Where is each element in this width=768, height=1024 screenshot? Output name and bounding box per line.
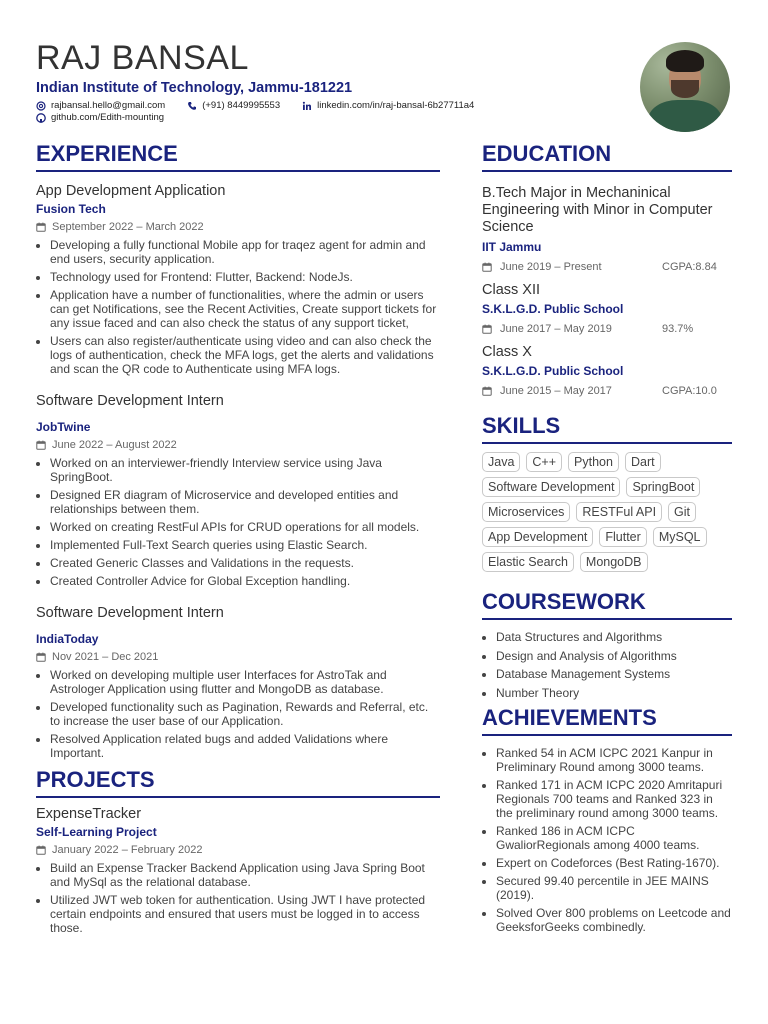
projects-heading: PROJECTS (36, 766, 440, 798)
skill-tag: Git (668, 502, 696, 522)
calendar-icon (36, 440, 46, 450)
calendar-icon (482, 386, 492, 396)
github-text: github.com/Edith-mounting (51, 112, 165, 123)
entry-org: Fusion Tech (36, 202, 106, 216)
entry-org: JobTwine (36, 420, 91, 434)
linkedin-text: linkedin.com/in/raj-bansal-6b27711a4 (317, 100, 475, 111)
score: CGPA:10.0 (662, 385, 717, 397)
education-entry (482, 282, 732, 336)
experience-entry (36, 183, 440, 376)
entry-org: Self-Learning Project (36, 825, 157, 839)
entry-date (482, 260, 732, 274)
calendar-icon (36, 845, 46, 855)
skills-heading: SKILLS (482, 412, 732, 444)
list-item: • Number Theory (496, 686, 732, 700)
entry-date-text: September 2022 – March 2022 (52, 221, 204, 233)
degree-title: B.Tech Major in Mechaninical Engineering with Minor in Computer Science (482, 185, 713, 235)
entry-date (36, 843, 440, 857)
profile-photo (640, 42, 730, 132)
experience-heading: EXPERIENCE (36, 140, 440, 172)
institute-line: Indian Institute of Technology, Jammu-181221 (36, 80, 353, 96)
list-item: • Utilized JWT web token for authentication. Using JWT I have protected certain endpoints and ensured that users must be logged in to access those. (50, 893, 440, 935)
linkedin-icon (302, 101, 312, 111)
skill-tag: Dart (625, 452, 661, 472)
list-item: • Implemented Full-Text Search queries using Elastic Search. (50, 538, 440, 552)
calendar-icon (36, 652, 46, 662)
skill-tag: Software Development (482, 477, 620, 497)
list-item: • Created Generic Classes and Validations in the requests. (50, 556, 440, 570)
list-item: • Worked on creating RestFul APIs for CRUD operations for all models. (50, 520, 440, 534)
entry-bullets (36, 861, 440, 935)
entry-bullets (36, 456, 440, 588)
list-item: • Ranked 186 in ACM ICPC GwaliorRegionals among 4000 teams. (496, 824, 732, 852)
skill-tag: App Development (482, 527, 593, 547)
school-name: S.K.L.G.D. Public School (482, 302, 624, 316)
skill-tag: Microservices (482, 502, 570, 522)
right-column (482, 140, 732, 938)
coursework-heading: COURSEWORK (482, 588, 732, 620)
entry-date (482, 322, 732, 336)
entry-title: App Development Application (36, 183, 226, 199)
list-item: • Ranked 54 in ACM ICPC 2021 Kanpur in Preliminary Round among 3000 teams. (496, 746, 732, 774)
entry-bullets (36, 238, 440, 376)
entry-date-text: June 2022 – August 2022 (52, 439, 177, 451)
phone-icon (187, 101, 197, 111)
entry-date-text: June 2017 – May 2019 (500, 323, 612, 335)
list-item: • Developed functionality such as Pagination, Rewards and Referral, etc. to increase the user base of our Application. (50, 700, 440, 728)
score: CGPA:8.84 (662, 261, 717, 273)
entry-title: Software Development Intern (36, 605, 224, 621)
experience-entry (36, 393, 440, 588)
list-item: • Created Controller Advice for Global Exception handling. (50, 574, 440, 588)
list-item: • Worked on developing multiple user Interfaces for AstroTak and Astrologer Application using flutter and MongoDB as database. (50, 668, 440, 696)
skill-tag: MongoDB (580, 552, 648, 572)
candidate-name: RAJ BANSAL (36, 39, 249, 77)
list-item: • Design and Analysis of Algorithms (496, 649, 732, 663)
project-entry (36, 806, 440, 935)
skill-tag: Java (482, 452, 520, 472)
skill-tag: Flutter (599, 527, 646, 547)
email-link[interactable] (36, 100, 165, 112)
calendar-icon (36, 222, 46, 232)
list-item: • Secured 99.40 percentile in JEE MAINS (2019). (496, 874, 732, 902)
education-heading: EDUCATION (482, 140, 732, 172)
entry-date-text: Nov 2021 – Dec 2021 (52, 651, 159, 663)
calendar-icon (482, 262, 492, 272)
left-column (36, 140, 440, 939)
list-item: • Ranked 171 in ACM ICPC 2020 Amritapuri Regionals 700 teams and Ranked 323 in the preliminary round among 3000 teams. (496, 778, 732, 820)
degree-title: Class X (482, 344, 532, 360)
email-text: rajbansal.hello@gmail.com (51, 100, 166, 111)
entry-date-text: January 2022 – February 2022 (52, 844, 203, 856)
list-item: • Designed ER diagram of Microservice and developed entities and relationships between them. (50, 488, 440, 516)
skill-tag: C++ (526, 452, 562, 472)
list-item: • Technology used for Frontend: Flutter, Backend: NodeJs. (50, 270, 440, 284)
entry-title: Software Development Intern (36, 393, 224, 409)
entry-date-text: June 2019 – Present (500, 261, 602, 273)
github-link[interactable] (36, 112, 164, 124)
list-item: • Build an Expense Tracker Backend Application using Java Spring Boot and MySql as the relational database. (50, 861, 440, 889)
experience-entry (36, 605, 440, 760)
list-item: • Application have a number of functionalities, where the admin or users can get Notifications, see the Recent Activities, Create support tickets for any issue faced and can also check the status of any support ticket, (50, 288, 440, 330)
list-item: • Expert on Codeforces (Best Rating-1670). (496, 856, 732, 870)
degree-title: Class XII (482, 282, 541, 298)
at-icon (36, 101, 46, 111)
school-name: S.K.L.G.D. Public School (482, 364, 624, 378)
skill-tag: Elastic Search (482, 552, 574, 572)
skill-tag: Python (568, 452, 619, 472)
skill-tag: RESTFul API (576, 502, 662, 522)
list-item: • Users can also register/authenticate using video and can also check the logs of authentication, check the MFA logs, get the alerts and validations and scan the QR code to Authenticate using MFA logs. (50, 334, 440, 376)
entry-title: ExpenseTracker (36, 806, 142, 822)
list-item: • Worked on an interviewer-friendly Interview service using Java SpringBoot. (50, 456, 440, 484)
github-icon (36, 113, 46, 123)
linkedin-link[interactable] (302, 100, 474, 112)
phone-link[interactable] (187, 100, 280, 112)
phone-text: (+91) 8449995553 (202, 100, 281, 111)
achievements-list (482, 746, 732, 934)
entry-date (36, 438, 440, 452)
skill-tag: SpringBoot (626, 477, 700, 497)
skills-list (482, 452, 732, 572)
entry-bullets (36, 668, 440, 760)
coursework-list (482, 630, 732, 700)
list-item: • Database Management Systems (496, 667, 732, 681)
entry-date (36, 220, 440, 234)
calendar-icon (482, 324, 492, 334)
achievements-heading: ACHIEVEMENTS (482, 704, 732, 736)
entry-date (482, 384, 732, 398)
entry-date-text: June 2015 – May 2017 (500, 385, 612, 397)
list-item: • Solved Over 800 problems on Leetcode and GeeksforGeeks combinedly. (496, 906, 732, 934)
list-item: • Resolved Application related bugs and added Validations where Important. (50, 732, 440, 760)
skill-tag: MySQL (653, 527, 707, 547)
entry-org: IndiaToday (36, 632, 99, 646)
education-entry (482, 185, 732, 274)
list-item: • Developing a fully functional Mobile app for traqez agent for admin and end users, security application. (50, 238, 440, 266)
entry-date (36, 650, 440, 664)
list-item: • Data Structures and Algorithms (496, 630, 732, 644)
score: 93.7% (662, 323, 694, 335)
education-entry (482, 344, 732, 398)
contact-info (36, 100, 474, 124)
school-name: IIT Jammu (482, 240, 542, 254)
